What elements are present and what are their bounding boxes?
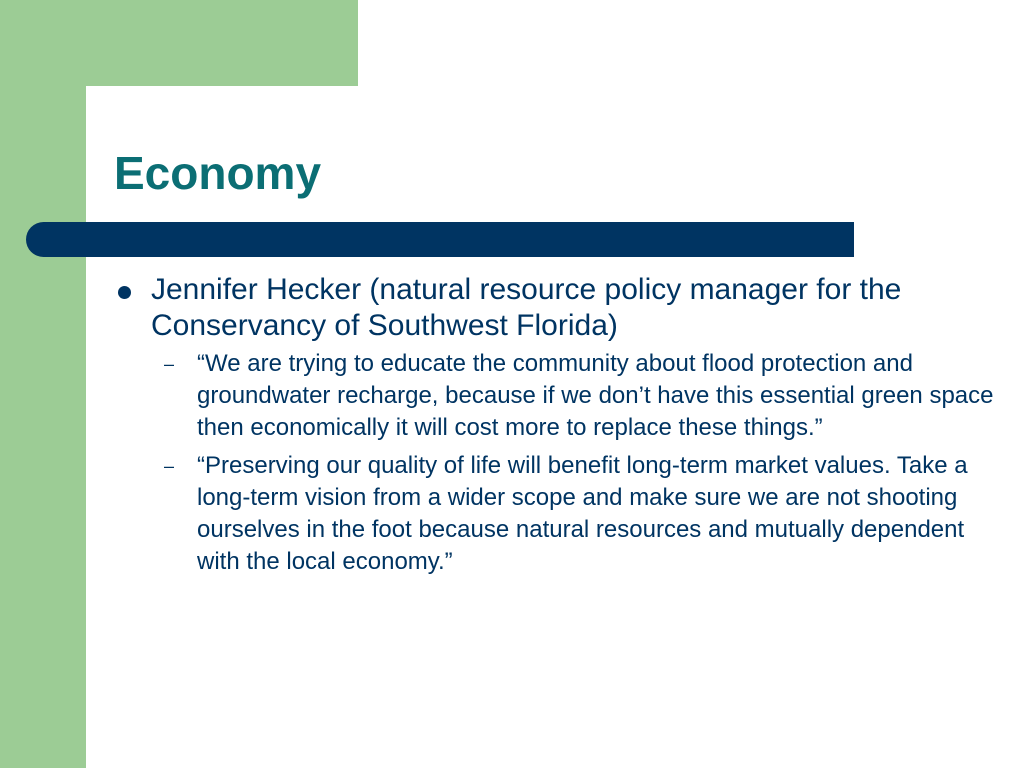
slide-body	[114, 272, 994, 584]
top-accent-block	[0, 0, 358, 86]
dash-icon: –	[164, 456, 175, 476]
left-accent-bar	[0, 0, 86, 768]
dash-icon: –	[164, 354, 175, 374]
sub-bullet-item	[164, 450, 994, 578]
bullet-icon	[118, 286, 131, 299]
sub-bullet-list	[114, 348, 994, 578]
slide-title: Economy	[114, 147, 322, 199]
title-divider-bar	[26, 222, 854, 257]
quote-text: “Preserving our quality of life will benefit long-term market values. Take a long-term vision from a wider scope and make sure we are not shooting ourselves in the foot because natural resources and mutually dependent with the local economy.”	[197, 452, 968, 575]
bullet-item	[114, 272, 994, 344]
sub-bullet-item	[164, 348, 994, 444]
bullet-text: Jennifer Hecker (natural resource policy manager for the Conservancy of Southwest Florida)	[151, 273, 902, 342]
quote-text: “We are trying to educate the community about flood protection and groundwater recharge, because if we don’t have this essential green space then economically it will cost more to replace these things.”	[197, 350, 994, 441]
